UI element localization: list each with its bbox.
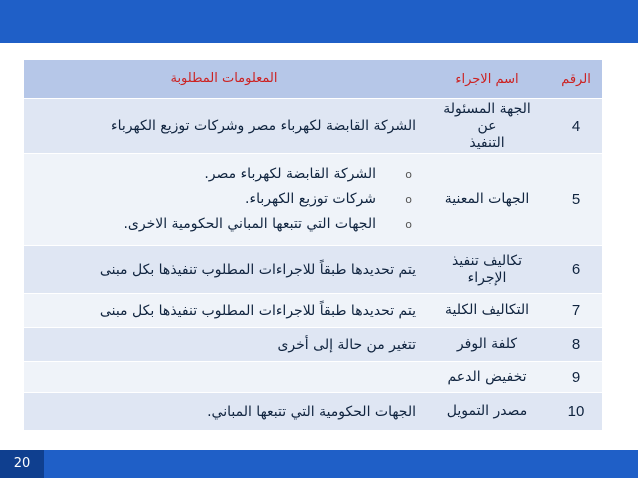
header-number: الرقم	[550, 60, 602, 99]
table-row	[24, 246, 602, 294]
page-number: 20	[0, 450, 44, 478]
row-required-info: يتم تحديدها طبقاً للاجراءات المطلوب تنفيذها بكل مبنى	[24, 294, 424, 328]
name-line: الجهات المعنية	[444, 191, 530, 207]
row-required-info: تتغير من حالة إلى أخرى	[24, 328, 424, 362]
list-item-text: الجهات التي تتبعها المباني الحكومية الاخرى.	[123, 216, 376, 232]
name-line: تكاليف تنفيذ	[451, 252, 523, 269]
circle-bullet-icon: ο	[405, 218, 412, 231]
table-row	[24, 328, 602, 362]
table-row	[24, 393, 602, 431]
top-banner	[0, 0, 638, 43]
name-line: كلفة الوفر	[456, 336, 518, 352]
list-item-text: الشركة القابضة لكهرباء مصر.	[204, 166, 376, 182]
row-required-info	[24, 362, 424, 393]
list-item	[32, 187, 416, 212]
name-line: مصدر التمويل	[446, 403, 528, 419]
row-procedure-name	[424, 362, 550, 393]
row-number: 7	[550, 294, 602, 328]
row-procedure-name	[424, 393, 550, 431]
row-required-info	[24, 154, 424, 246]
table-row	[24, 362, 602, 393]
list-item-text: شركات توزيع الكهرباء.	[245, 191, 376, 207]
table-row	[24, 99, 602, 154]
circle-bullet-icon: ο	[405, 168, 412, 181]
bottom-banner	[0, 450, 638, 478]
row-procedure-name	[424, 154, 550, 246]
circle-bullet-icon: ο	[405, 193, 412, 206]
row-procedure-name	[424, 294, 550, 328]
row-number: 9	[550, 362, 602, 393]
header-procedure-name: اسم الاجراء	[424, 60, 550, 99]
procedure-table	[24, 59, 602, 431]
row-procedure-name	[424, 246, 550, 294]
list-item	[32, 162, 416, 187]
name-line: التنفيذ	[469, 134, 505, 151]
row-number: 10	[550, 393, 602, 431]
row-number: 8	[550, 328, 602, 362]
name-line: تخفيض الدعم	[447, 368, 527, 385]
row-required-info: الجهات الحكومية التي تتبعها المباني.	[24, 393, 424, 431]
row-number: 4	[550, 99, 602, 154]
name-line: التكاليف الكلية	[444, 302, 530, 318]
table-row	[24, 294, 602, 328]
row-procedure-name	[424, 99, 550, 154]
row-required-info: يتم تحديدها طبقاً للاجراءات المطلوب تنفيذها بكل مبنى	[24, 246, 424, 294]
table-row	[24, 154, 602, 246]
list-item	[32, 212, 416, 237]
stakeholder-list	[32, 162, 416, 237]
name-line: الإجراء	[467, 269, 507, 286]
row-number: 6	[550, 246, 602, 294]
row-number: 5	[550, 154, 602, 246]
row-required-info: الشركة القابضة لكهرباء مصر وشركات توزيع الكهرباء	[24, 99, 424, 154]
header-required-info: المعلومات المطلوبة	[24, 60, 424, 99]
table-header-row	[24, 60, 602, 99]
name-line: الجهة المسئولة عن	[443, 100, 531, 134]
row-procedure-name	[424, 328, 550, 362]
